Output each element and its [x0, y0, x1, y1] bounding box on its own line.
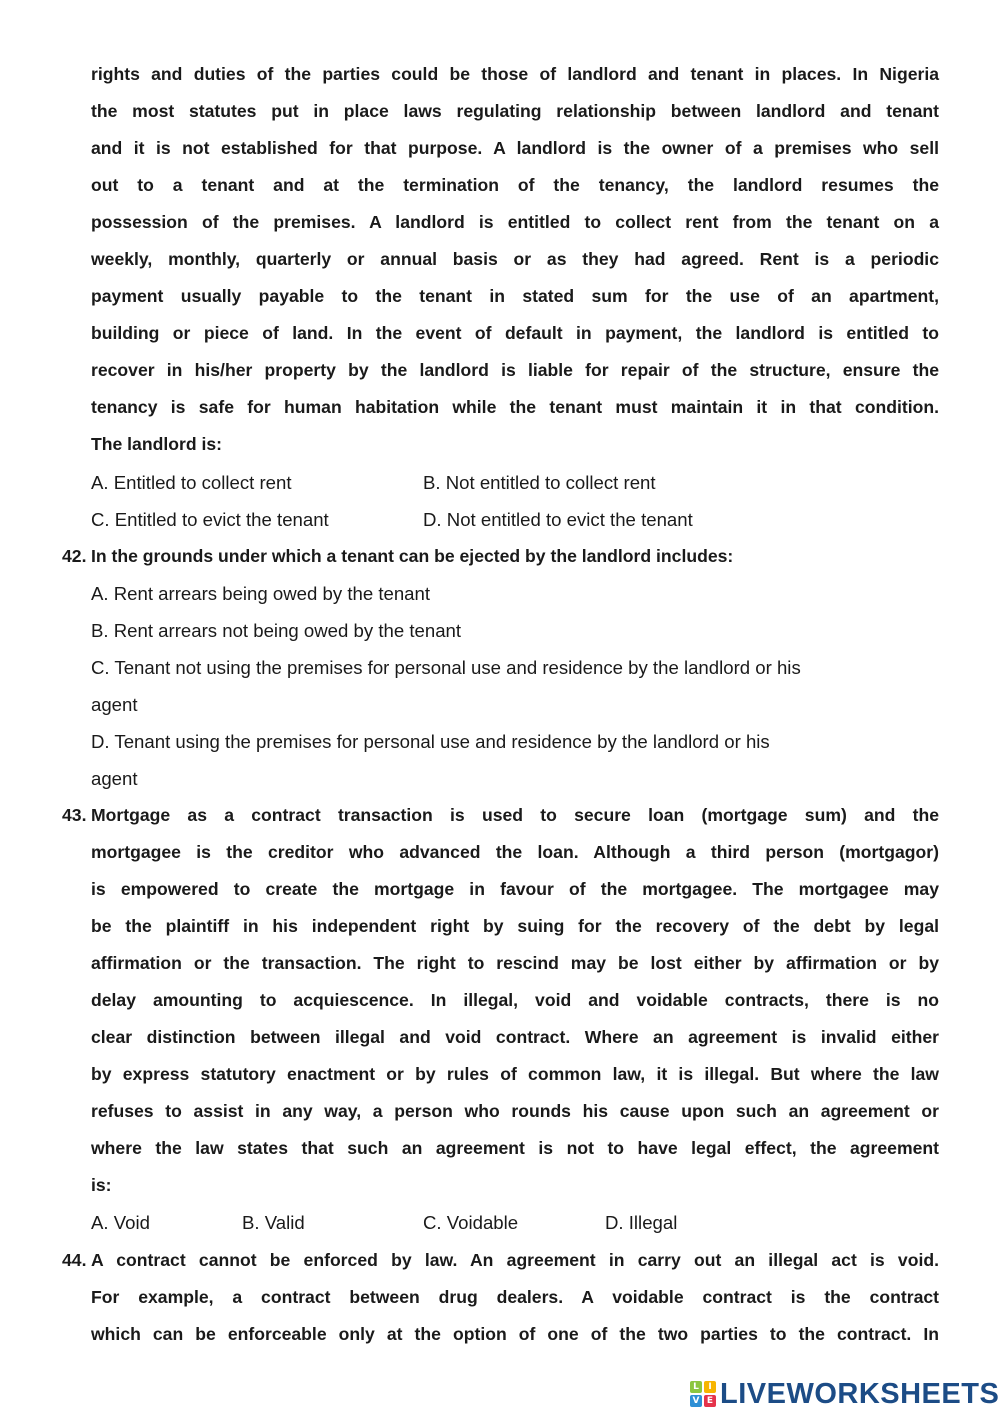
option-line[interactable]	[91, 575, 939, 612]
logo-letter: V	[690, 1395, 702, 1407]
option-line[interactable]	[91, 649, 939, 686]
line-text: mortgagee is the creditor who advanced the loan. Although a third person (mortgagor)	[91, 841, 939, 862]
line-text: D. Tenant using the premises for personal use and residence by the landlord or his	[91, 730, 770, 752]
line-text: For example, a contract between drug dealers. A voidable contract is the contract	[91, 1286, 939, 1307]
line-text: is empowered to create the mortgage in favour of the mortgagee. The mortgagee may	[91, 879, 939, 900]
question-number: 43.	[62, 804, 87, 825]
logo-letter: I	[704, 1381, 716, 1393]
text-line	[91, 871, 939, 908]
line-text: C. Tenant not using the premises for personal use and residence by the landlord or his	[91, 656, 801, 678]
line-text: weekly, monthly, quarterly or annual basis or as they had agreed. Rent is a periodic	[91, 249, 939, 270]
line-text: B. Rent arrears not being owed by the tenant	[91, 619, 462, 641]
line-text: A. Rent arrears being owed by the tenant	[91, 582, 431, 604]
line-text: building or piece of land. In the event of default in payment, the landlord is entitled to	[91, 323, 939, 344]
option-b[interactable]: B. Not entitled to collect rent	[423, 471, 656, 493]
text-line	[91, 130, 939, 167]
logo-letter: L	[690, 1381, 702, 1393]
option-c[interactable]: C. Entitled to evict the tenant	[91, 508, 329, 530]
text-line	[91, 204, 939, 241]
line-text: delay amounting to acquiescence. In illegal, void and voidable contracts, there is no	[91, 990, 939, 1011]
logo-blocks-icon	[690, 1381, 716, 1407]
line-text: which can be enforceable only at the option of one of the two parties to the contract. In	[91, 1323, 939, 1344]
line-text: rights and duties of the parties could be those of landlord and tenant in places. In Nigeria	[91, 64, 939, 84]
line-text: affirmation or the transaction. The right to rescind may be lost either by affirmation or by	[91, 953, 939, 974]
option-line[interactable]	[91, 760, 939, 797]
text-line	[91, 908, 939, 945]
option-c[interactable]: C. Voidable	[423, 1212, 519, 1234]
line-text: clear distinction between illegal and void contract. Where an agreement is invalid either	[91, 1027, 939, 1048]
text-line	[91, 389, 939, 426]
text-line	[91, 945, 939, 982]
logo-text: LIVEWORKSHEETS	[720, 1377, 1000, 1410]
line-text: where the law states that such an agreement is not to have legal effect, the agreement	[91, 1138, 939, 1159]
worksheet-page	[0, 56, 1000, 1353]
question-41-continuation	[0, 56, 1000, 464]
question-43	[0, 797, 1000, 1205]
line-text: agent	[91, 693, 138, 715]
option-line[interactable]	[91, 723, 939, 760]
option-a[interactable]: A. Void	[91, 1212, 150, 1234]
text-line	[91, 1316, 939, 1353]
q42-options	[0, 575, 1000, 797]
text-line	[91, 241, 939, 278]
text-line	[62, 797, 939, 834]
q41-options-row-2	[91, 501, 939, 538]
line-text: is:	[91, 1175, 112, 1196]
line-text: recover in his/her property by the landlord is liable for repair of the structure, ensure the	[91, 360, 939, 381]
text-line	[62, 1242, 939, 1279]
option-d[interactable]: D. Illegal	[605, 1212, 678, 1234]
line-text: and it is not established for that purpose. A landlord is the owner of a premises who sell	[91, 138, 939, 159]
question-text: In the grounds under which a tenant can be ejected by the landlord includes:	[91, 545, 734, 566]
line-text: agent	[91, 767, 138, 789]
line-text: be the plaintiff in his independent right by suing for the recovery of the debt by legal	[91, 916, 939, 937]
text-line	[91, 1279, 939, 1316]
text-line	[91, 1056, 939, 1093]
question-42	[62, 538, 939, 575]
option-line[interactable]	[91, 686, 939, 723]
option-line[interactable]	[91, 612, 939, 649]
text-line	[91, 56, 939, 93]
logo-letter: E	[704, 1395, 716, 1407]
text-line	[91, 1019, 939, 1056]
text-line	[91, 93, 939, 130]
liveworksheets-logo	[690, 1378, 999, 1410]
text-line	[91, 426, 939, 463]
question-number: 42.	[62, 545, 87, 566]
option-a[interactable]: A. Entitled to collect rent	[91, 471, 292, 493]
text-line	[91, 167, 939, 204]
line-text: Mortgage as a contract transaction is used to secure loan (mortgage sum) and the	[91, 804, 939, 825]
line-text: the most statutes put in place laws regulating relationship between landlord and tenant	[91, 101, 939, 122]
text-line	[91, 1130, 939, 1167]
text-line	[91, 1093, 939, 1130]
option-b[interactable]: B. Valid	[242, 1212, 305, 1234]
text-line	[91, 278, 939, 315]
q43-options-row	[91, 1204, 939, 1241]
line-text: out to a tenant and at the termination of the tenancy, the landlord resumes the	[91, 175, 939, 196]
line-text: A contract cannot be enforced by law. An agreement in carry out an illegal act is void.	[91, 1249, 939, 1270]
line-text: refuses to assist in any way, a person who rounds his cause upon such an agreement or	[91, 1101, 939, 1122]
question-44	[0, 1242, 1000, 1353]
text-line	[91, 834, 939, 871]
line-text: payment usually payable to the tenant in stated sum for the use of an apartment,	[91, 286, 939, 307]
q41-options-row-1	[91, 464, 939, 501]
line-text: by express statutory enactment or by rules of common law, it is illegal. But where the law	[91, 1064, 939, 1085]
question-number: 44.	[62, 1249, 87, 1270]
text-line	[91, 352, 939, 389]
line-text: tenancy is safe for human habitation while the tenant must maintain it in that condition.	[91, 397, 939, 418]
text-line	[91, 315, 939, 352]
line-text: The landlord is:	[91, 434, 222, 455]
text-line	[91, 982, 939, 1019]
option-d[interactable]: D. Not entitled to evict the tenant	[423, 508, 693, 530]
line-text: possession of the premises. A landlord is entitled to collect rent from the tenant on a	[91, 212, 939, 233]
text-line	[91, 1167, 939, 1204]
